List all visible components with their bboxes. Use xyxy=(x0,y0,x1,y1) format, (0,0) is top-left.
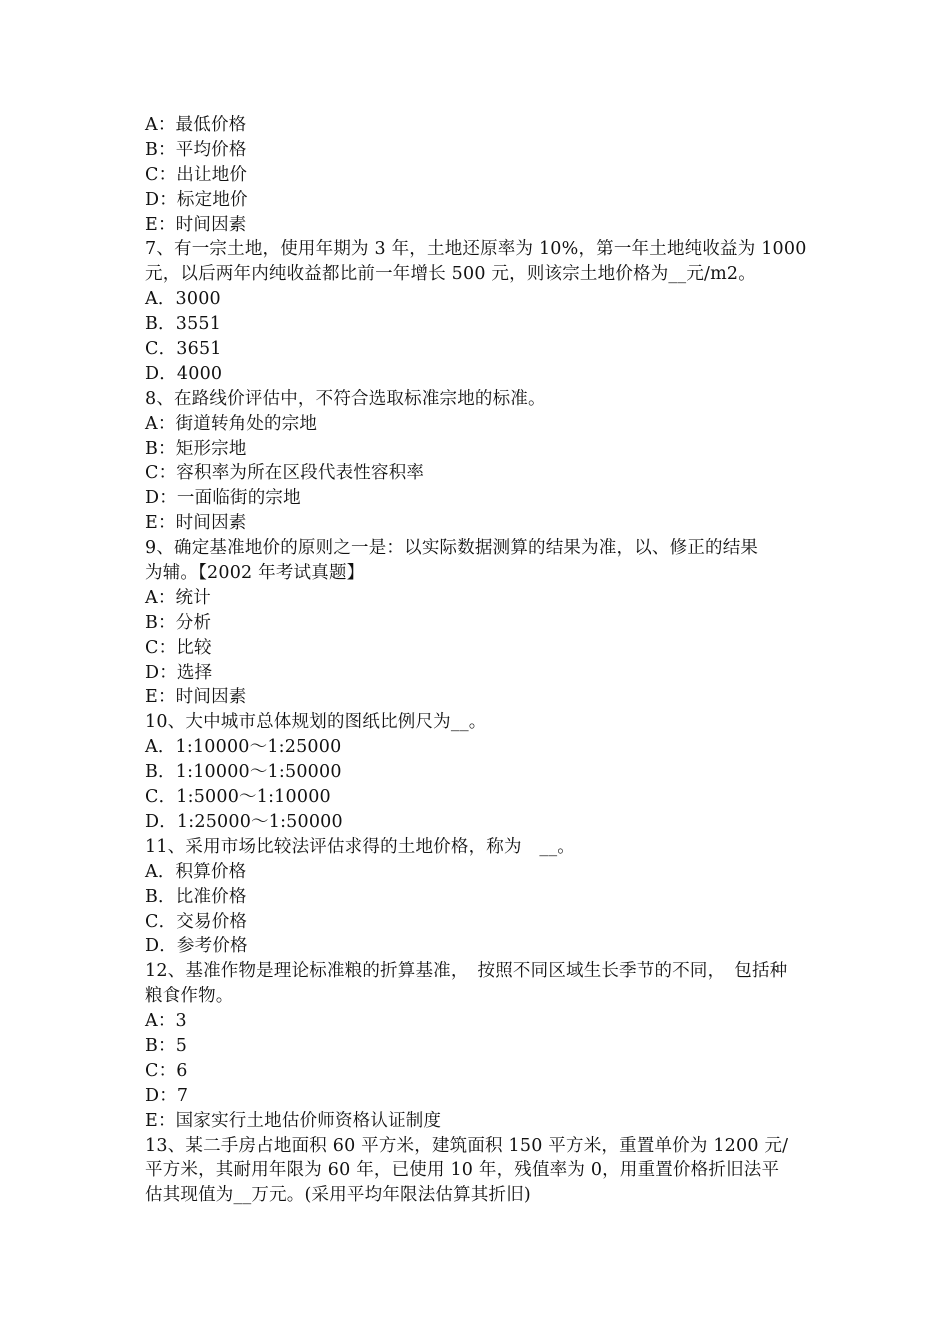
question-13-line-1: 13、某二手房占地面积 60 平方米，建筑面积 150 平方米，重置单价为 1200 元/ xyxy=(145,1135,789,1156)
option-line: D：标定地价 xyxy=(145,189,248,210)
option-line: E：时间因素 xyxy=(145,687,247,708)
option-line: B．比准价格 xyxy=(145,886,247,907)
question-12-line-1: 12、基准作物是理论标准粮的折算基准， 按照不同区域生长季节的不同， 包括种 xyxy=(145,961,788,982)
option-line: D．4000 xyxy=(145,363,223,384)
option-line: B：平均价格 xyxy=(145,139,247,160)
question-11: 11、采用市场比较法评估求得的土地价格，称为 __。 xyxy=(145,836,575,857)
option-line: D．参考价格 xyxy=(145,936,248,957)
option-line: B：5 xyxy=(145,1035,188,1056)
option-line: C：出让地价 xyxy=(145,164,248,185)
question-8: 8、在路线价评估中，不符合选取标准宗地的标准。 xyxy=(145,388,546,409)
option-line: A．积算价格 xyxy=(145,861,247,882)
option-line: C：容积率为所在区段代表性容积率 xyxy=(145,463,425,484)
option-line: C：6 xyxy=(145,1060,188,1081)
question-9-line-1: 9、确定基准地价的原则之一是：以实际数据测算的结果为准，以、修正的结果 xyxy=(145,538,759,559)
option-line: A：统计 xyxy=(145,587,211,608)
option-line: E：时间因素 xyxy=(145,214,247,235)
question-7-line-1: 7、有一宗土地，使用年期为 3 年，土地还原率为 10%，第一年土地纯收益为 1000 xyxy=(145,239,807,260)
option-line: A：街道转角处的宗地 xyxy=(145,413,318,434)
option-line: B．1:10000～1:50000 xyxy=(145,762,342,783)
question-13-line-2: 平方米，其耐用年限为 60 年，已使用 10 年，残值率为 0，用重置价格折旧法平 xyxy=(145,1160,780,1181)
option-line: A：最低价格 xyxy=(145,115,247,135)
option-line: C：比较 xyxy=(145,637,212,658)
option-line: D：一面临街的宗地 xyxy=(145,488,301,509)
question-12-line-2: 粮食作物。 xyxy=(145,986,234,1007)
question-13-line-3: 估其现值为__万元。(采用平均年限法估算其折旧) xyxy=(145,1185,531,1206)
question-7-line-2: 元，以后两年内纯收益都比前一年增长 500 元，则该宗土地价格为__元/m2。 xyxy=(145,264,756,285)
option-line: B．3551 xyxy=(145,314,222,335)
document-page xyxy=(145,113,810,1208)
option-line: E：国家实行土地估价师资格认证制度 xyxy=(145,1110,442,1131)
option-line: C．1:5000～1:10000 xyxy=(145,787,331,808)
option-line: E：时间因素 xyxy=(145,513,247,534)
option-line: B：分析 xyxy=(145,612,212,633)
option-line: C．3651 xyxy=(145,339,222,360)
option-line: A．1:10000～1:25000 xyxy=(145,737,342,758)
option-line: C．交易价格 xyxy=(145,911,248,932)
option-line: B：矩形宗地 xyxy=(145,438,247,459)
option-line: D：选择 xyxy=(145,662,213,683)
option-line: D．1:25000～1:50000 xyxy=(145,811,343,832)
question-9-line-2: 为辅。【2002 年考试真题】 xyxy=(145,563,365,584)
question-10: 10、大中城市总体规划的图纸比例尺为__。 xyxy=(145,712,487,733)
option-line: A：3 xyxy=(145,1011,187,1032)
option-line: D：7 xyxy=(145,1085,189,1106)
option-line: A．3000 xyxy=(145,289,221,310)
